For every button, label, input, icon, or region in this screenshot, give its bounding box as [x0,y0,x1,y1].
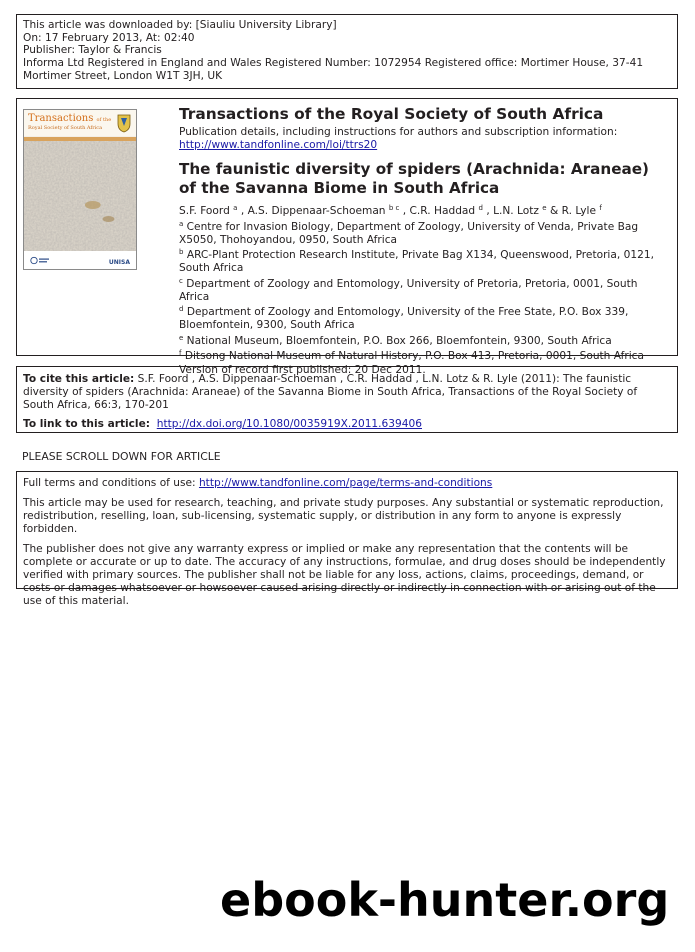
download-line-date: On: 17 February 2013, At: 02:40 [23,31,195,44]
affiliation-text: Centre for Invasion Biology, Department of Zoology, University of Venda, Private Bag X5050, Thohoyandou, 0950, South Africa [179,220,639,246]
affiliation-item [179,350,671,363]
cite-text: S.F. Foord , A.S. Dippenaar-Schoeman , C.R. Haddad , L.N. Lotz & R. Lyle (2011): The faunistic diversity of spiders (Arachnida: Araneae) of the Savanna Biome in South Africa, Transactions of the Royal Society of South Africa, 66:3, 170-201 [23,373,638,411]
article-info-box [16,98,678,376]
crest-icon [116,113,132,133]
affiliation-item [179,278,671,304]
author-name: L.N. Lotz [493,205,543,217]
author-affiliation-marker: e [542,204,547,212]
affiliation-key: d [179,305,184,313]
affiliation-item [179,249,671,275]
download-line-address: Mortimer Street, London W1T 3JH, UK [23,69,223,82]
version-of-record: Version of record first published: 20 Dec 2011. [179,364,426,376]
author-separator: , [399,205,410,217]
publication-details [179,126,671,152]
doi-link[interactable]: http://dx.doi.org/10.1080/0035919X.2011.639406 [156,418,422,430]
affiliation-text: ARC-Plant Protection Research Institute, Private Bag X134, Queenswood, Pretoria, 0121, South Africa [179,249,654,274]
publication-details-text: Publication details, including instructions for authors and subscription information: [179,126,618,138]
author-name: S.F. Foord [179,205,234,217]
cover-photo [24,141,136,253]
affiliation-text: Department of Zoology and Entomology, University of the Free State, P.O. Box 339, Bloemfontein, 9300, South Africa [179,306,629,331]
terms-box [16,471,678,607]
author-separator: , [237,205,248,217]
affiliation-key: e [179,333,184,342]
author-affiliation-marker: a [233,204,238,212]
article-details [179,105,671,377]
cover-title: Transactions [28,113,94,124]
author-separator: , [482,205,494,217]
terms-prefix: Full terms and conditions of use: [23,477,199,489]
affiliation-item [179,335,671,348]
affiliation-list [179,221,671,364]
author-name: A.S. Dippenaar-Schoeman [247,205,389,217]
link-label: To link to this article: [23,418,150,430]
cover-title-suffix: of the [96,117,112,123]
affiliation-key: a [179,219,184,228]
download-line-publisher: Publisher: Taylor & Francis [23,44,162,57]
affiliation-text: Department of Zoology and Entomology, University of Pretoria, Pretoria, 0001, South Africa [179,277,638,303]
journal-url-link[interactable]: http://www.tandfonline.com/loi/ttrs20 [179,139,378,151]
watermark-text: ebook-hunter.org [220,873,670,927]
journal-cover-image [23,109,137,270]
download-info-box [16,14,678,89]
affiliation-key: b [179,248,184,256]
download-line-registration: Informa Ltd Registered in England and Wales Registered Number: 1072954 Registered office: Mortimer House, 37-41 [23,57,644,70]
author-name: R. Lyle [561,205,600,217]
author-name: C.R. Haddad [409,205,479,217]
affiliation-text: National Museum, Bloemfontein, P.O. Box 266, Bloemfontein, 9300, South Africa [183,334,612,347]
affiliation-item [179,306,671,332]
author-affiliation-marker: f [599,204,602,212]
journal-title: Transactions of the Royal Society of South Africa [179,105,604,123]
unisa-logo: UNISA [108,259,130,266]
cover-subtitle: Royal Society of South Africa [28,125,103,131]
affiliation-item [179,221,671,247]
affiliation-key: c [179,276,183,285]
author-affiliation-marker: d [478,204,483,212]
terms-link-paragraph [23,477,671,490]
citation-box [16,366,678,433]
cite-paragraph [23,373,671,412]
article-title: The faunistic diversity of spiders (Arachnida: Araneae) of the Savanna Biome in South Africa [179,160,649,197]
cite-label: To cite this article: [23,373,135,385]
terms-link[interactable]: http://www.tandfonline.com/page/terms-and-conditions [198,477,493,489]
affiliation-text: Ditsong National Museum of Natural History, P.O. Box 413, Pretoria, 0001, South Africa [181,350,644,362]
cover-footer [24,251,136,269]
author-separator: & [546,205,562,217]
publisher-logo-icon [30,256,50,265]
scroll-down-notice: PLEASE SCROLL DOWN FOR ARTICLE [22,450,221,463]
terms-warranty-paragraph: The publisher does not give any warranty express or implied or make any representation that the contents will be complete or accurate or up to date. The accuracy of any instructions, formulae, and drug doses should be independently verified with primary sources. The publisher shall not be liable for any loss, actions, claims, proceedings, demand, or costs or damages whatsoever or howsoever caused arising directly or indirectly in connection with or arising out of the use of this material. [23,543,666,607]
author-list [179,205,671,218]
link-paragraph [23,418,671,431]
cover-header [24,110,136,136]
download-line-source: This article was downloaded by: [Siauliu University Library] [23,19,337,31]
affiliation-key: f [179,349,182,357]
author-affiliation-marker: b c [388,204,400,212]
terms-usage-paragraph: This article may be used for research, teaching, and private study purposes. Any substantial or systematic reproduction, redistribution, reselling, loan, sub-licensing, systematic supply, or distribution in any form to anyone is expressly forbidden. [23,497,664,535]
